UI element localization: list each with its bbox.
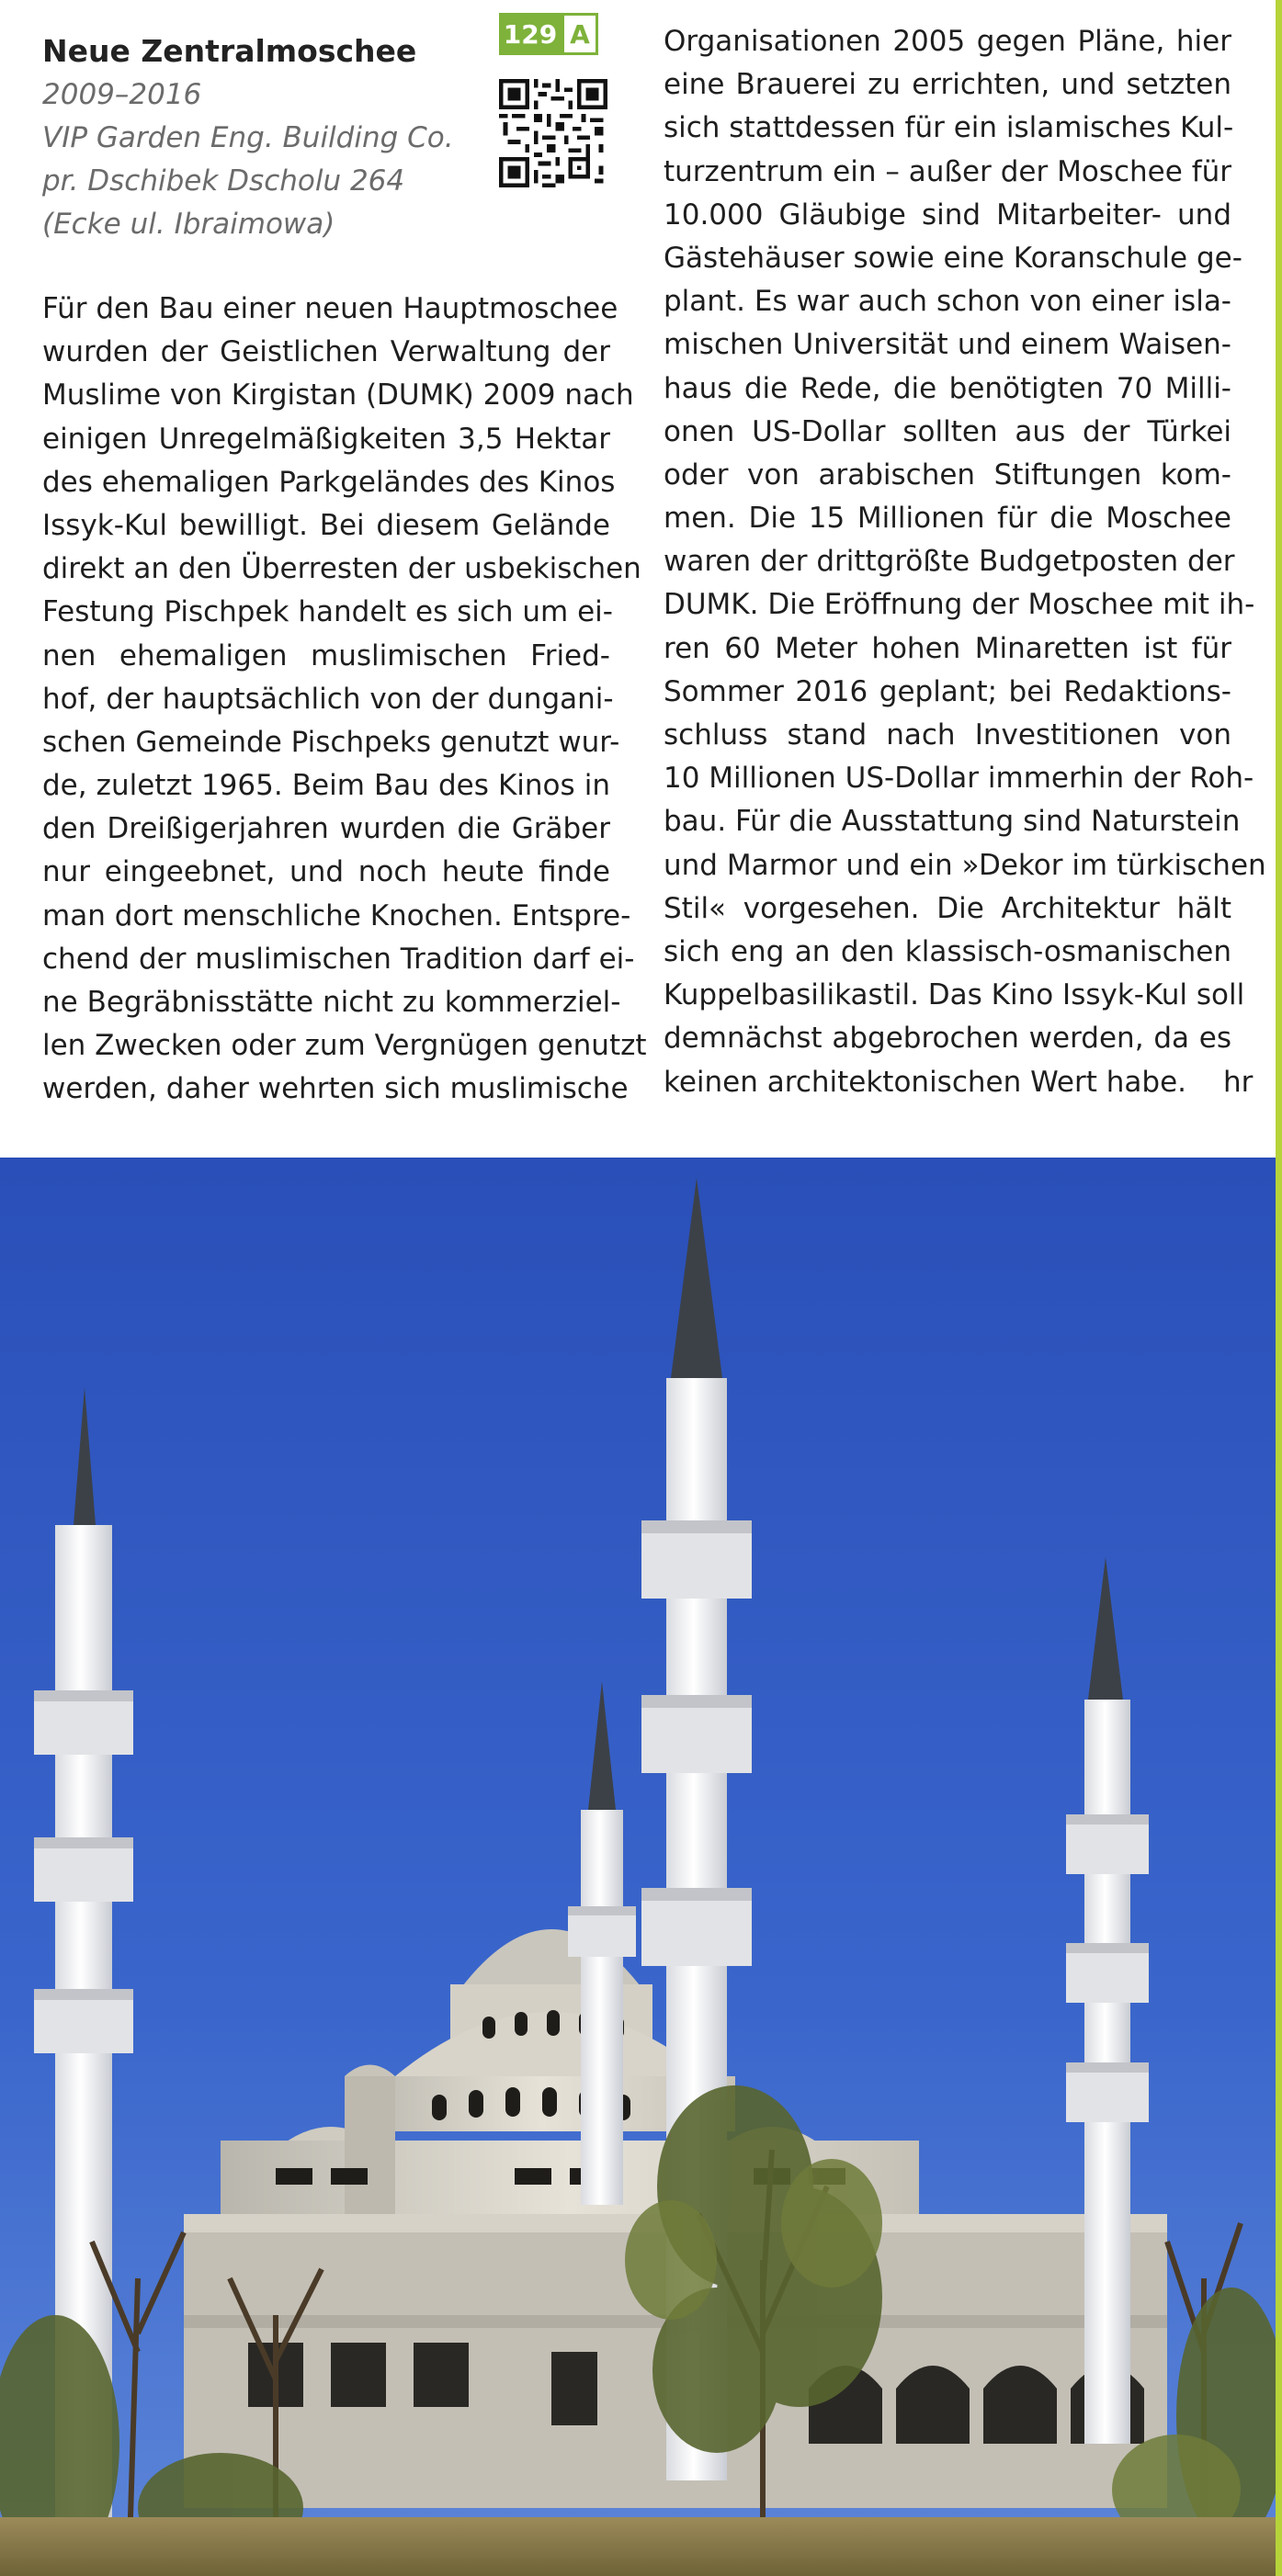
text-line: eine Brauerei zu errichten, und setzten bbox=[664, 68, 1231, 102]
text-line: chend der muslimischen Tradition darf ei- bbox=[42, 942, 635, 976]
entry-badge bbox=[499, 13, 598, 55]
text-line: bau. Für die Ausstattung sind Naturstein bbox=[664, 805, 1241, 839]
text-line: men. Die 15 Millionen für die Moschee bbox=[664, 502, 1231, 536]
map-grid-letter: A bbox=[562, 13, 598, 55]
text-line: schluss stand nach Investitionen von bbox=[664, 718, 1231, 751]
text-line: den Dreißigerjahren wurden die Gräber bbox=[42, 812, 610, 846]
entry-architect: VIP Garden Eng. Building Co. bbox=[42, 121, 454, 154]
text-line: waren der drittgrößte Budgetposten der bbox=[664, 545, 1235, 579]
text-line: hof, der hauptsächlich von der dungani- bbox=[42, 682, 614, 716]
text-line: einigen Unregelmäßigkeiten 3,5 Hektar bbox=[42, 422, 610, 456]
text-line: ren 60 Meter hohen Minaretten ist für bbox=[664, 631, 1231, 665]
entry-title: Neue Zentralmoschee bbox=[42, 33, 417, 69]
text-line: mischen Universität und einem Waisen- bbox=[664, 328, 1231, 362]
text-line: haus die Rede, die benötigten 70 Milli- bbox=[664, 371, 1231, 405]
text-line: DUMK. Die Eröffnung der Moschee mit ih- bbox=[664, 588, 1255, 622]
entry-years: 2009–2016 bbox=[42, 78, 202, 111]
text-line: Stil« vorgesehen. Die Architektur hält bbox=[664, 891, 1231, 925]
text-line: schen Gemeinde Pischpeks genutzt wur- bbox=[42, 725, 620, 759]
text-line: und Marmor und ein »Dekor im türkischen bbox=[664, 848, 1266, 882]
text-line-end: keinen architektonischen Wert habe. bbox=[664, 1065, 1187, 1099]
text-line: demnächst abgebrochen werden, da es bbox=[664, 1022, 1231, 1056]
mosque-photo bbox=[0, 1158, 1276, 2576]
text-line: direkt an den Überresten der usbekischen bbox=[42, 552, 641, 586]
text-line: Festung Pischpek handelt es sich um ei- bbox=[42, 595, 613, 629]
text-line: oder von arabischen Stiftungen kom- bbox=[664, 458, 1231, 491]
text-line: Kuppelbasilikastil. Das Kino Issyk-Kul soll bbox=[664, 978, 1245, 1012]
qr-code-icon bbox=[499, 79, 607, 187]
text-line: onen US-Dollar sollten aus der Türkei bbox=[664, 414, 1231, 448]
ground bbox=[0, 2517, 1276, 2576]
text-line: sich stattdessen für ein islamisches Kul- bbox=[664, 111, 1234, 145]
body-text-right-column bbox=[664, 20, 1266, 1104]
text-line: man dort menschliche Knochen. Entspre- bbox=[42, 898, 631, 932]
text-line: turzentrum ein – außer der Moschee für bbox=[664, 154, 1231, 188]
text-line: Issyk-Kul bewilligt. Bei diesem Gelände bbox=[42, 508, 610, 542]
page-edge-stripe bbox=[1276, 0, 1282, 2576]
text-line: de, zuletzt 1965. Beim Bau des Kinos in bbox=[42, 769, 610, 803]
body-text-left-column bbox=[42, 288, 647, 1112]
text-line: Organisationen 2005 gegen Pläne, hier bbox=[664, 25, 1231, 58]
text-line: nur eingeebnet, und noch heute finde bbox=[42, 855, 610, 889]
text-line: sich eng an den klassisch-osmanischen bbox=[664, 934, 1231, 968]
text-line: wurden der Geistlichen Verwaltung der bbox=[42, 335, 610, 369]
text-line: werden, daher wehrten sich muslimische bbox=[42, 1072, 629, 1106]
entry-address: pr. Dschibek Dscholu 264 bbox=[42, 164, 405, 198]
text-line: nen ehemaligen muslimischen Fried- bbox=[42, 638, 610, 672]
text-line: ne Begräbnisstätte nicht zu kommerziel- bbox=[42, 986, 621, 1019]
text-line: 10.000 Gläubige sind Mitarbeiter- und bbox=[664, 198, 1231, 232]
text-line: plant. Es war auch schon von einer isla- bbox=[664, 285, 1231, 319]
text-line: des ehemaligen Parkgeländes des Kinos bbox=[42, 465, 616, 499]
text-line: Muslime von Kirgistan (DUMK) 2009 nach bbox=[42, 378, 634, 412]
text-line: 10 Millionen US-Dollar immerhin der Roh- bbox=[664, 762, 1254, 796]
author-initials: hr bbox=[1223, 1065, 1254, 1099]
text-line: Für den Bau einer neuen Hauptmoschee bbox=[42, 292, 618, 325]
text-line: Sommer 2016 geplant; bei Redaktions- bbox=[664, 674, 1231, 708]
entry-number: 129 bbox=[499, 13, 562, 55]
mosque-illustration bbox=[0, 1158, 1276, 2576]
text-line: len Zwecken oder zum Vergnügen genutzt bbox=[42, 1029, 647, 1063]
text-line-final bbox=[664, 1061, 1254, 1104]
text-line: Gästehäuser sowie eine Koranschule ge- bbox=[664, 241, 1242, 275]
entry-address-note: (Ecke ul. Ibraimowa) bbox=[42, 208, 335, 241]
